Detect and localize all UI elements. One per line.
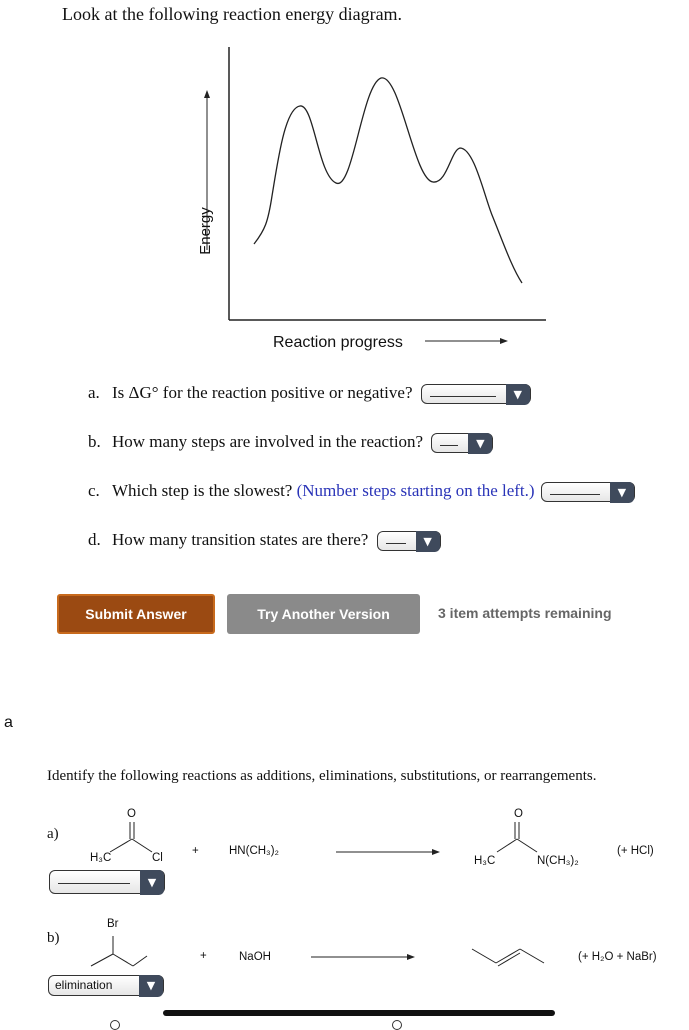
- triangle-down-icon: ▼: [506, 384, 530, 405]
- question-hint: (Number steps starting on the left.): [296, 481, 535, 500]
- plus-sign-b: +: [200, 950, 207, 962]
- y-axis-label: Energy: [197, 207, 214, 255]
- submit-answer-button[interactable]: Submit Answer: [57, 594, 215, 634]
- attempts-remaining: 3 item attempts remaining: [438, 605, 612, 621]
- question-letter: d.: [88, 530, 101, 549]
- select-blank: [386, 543, 406, 544]
- cutoff-structure-left: [110, 1020, 120, 1030]
- question-d: [88, 530, 441, 551]
- try-another-version-button[interactable]: Try Another Version: [227, 594, 420, 634]
- energy-diagram: [0, 0, 689, 380]
- select-value: elimination: [55, 978, 113, 992]
- reaction-b-type-select[interactable]: [48, 975, 164, 996]
- reaction-a-label: a): [47, 826, 59, 842]
- question-letter: b.: [88, 432, 101, 451]
- reaction-arrow-b: [305, 950, 420, 964]
- question-text: Is ΔG° for the reaction positive or negative?: [112, 383, 413, 402]
- reaction-arrow-a: [330, 845, 445, 859]
- triangle-down-icon: ▼: [416, 531, 440, 552]
- triangle-down-icon: ▼: [139, 975, 163, 997]
- reaction-b-label: b): [47, 930, 60, 946]
- reaction-a-type-select[interactable]: [49, 870, 165, 894]
- alkene-structure: [466, 935, 551, 975]
- select-blank: [550, 494, 600, 495]
- reaction-a-select-wrap: [49, 870, 165, 894]
- carbonyl-oxygen-product: O: [514, 808, 523, 820]
- triangle-down-icon: ▼: [468, 433, 492, 454]
- chloride: Cl: [152, 852, 163, 864]
- methyl-group-a: H₃C: [90, 852, 112, 864]
- home-indicator-bar[interactable]: [163, 1010, 555, 1016]
- transition-states-select[interactable]: [377, 531, 441, 551]
- x-arrow-head: [500, 338, 508, 344]
- reaction-b-select-wrap: [48, 975, 164, 996]
- select-blank: [430, 396, 496, 397]
- energy-curve: [254, 78, 522, 283]
- reagent-b: NaOH: [239, 951, 271, 963]
- slowest-step-select[interactable]: [541, 482, 635, 502]
- select-blank: [440, 445, 458, 446]
- question-letter: c.: [88, 481, 100, 500]
- delta-g-select[interactable]: [421, 384, 531, 404]
- triangle-down-icon: ▼: [140, 870, 164, 895]
- plus-sign-a: +: [192, 845, 199, 857]
- byproduct-a: (+ HCl): [617, 845, 654, 857]
- question-text: How many transition states are there?: [112, 530, 369, 549]
- question-letter: a.: [88, 383, 100, 402]
- question-c: [88, 481, 635, 502]
- steps-select[interactable]: [431, 433, 493, 453]
- select-blank: [58, 883, 130, 884]
- reaction-instruction: Identify the following reactions as additions, eliminations, substitutions, or rearrangements.: [47, 768, 597, 784]
- question-text: Which step is the slowest?: [112, 481, 293, 500]
- byproduct-b: (+ H₂O + NaBr): [578, 951, 657, 963]
- y-arrow-head: [204, 90, 210, 98]
- triangle-down-icon: ▼: [610, 482, 634, 503]
- x-axis-label: Reaction progress: [273, 334, 403, 351]
- intro-text: Look at the following reaction energy diagram.: [62, 4, 403, 24]
- cutoff-structure-right: [392, 1020, 402, 1030]
- carbonyl-oxygen-a: O: [127, 808, 136, 820]
- bromine-atom: Br: [107, 918, 119, 930]
- methyl-group-product: H₃C: [474, 855, 496, 867]
- dimethylamino-group: N(CH₃)₂: [537, 855, 579, 867]
- question-text: How many steps are involved in the reaction?: [112, 432, 424, 451]
- bromoalkane-structure: [85, 920, 175, 975]
- question-a: [88, 383, 531, 404]
- reagent-a: HN(CH₃)₂: [229, 845, 280, 857]
- question-b: [88, 432, 493, 453]
- section-marker: a: [4, 714, 13, 731]
